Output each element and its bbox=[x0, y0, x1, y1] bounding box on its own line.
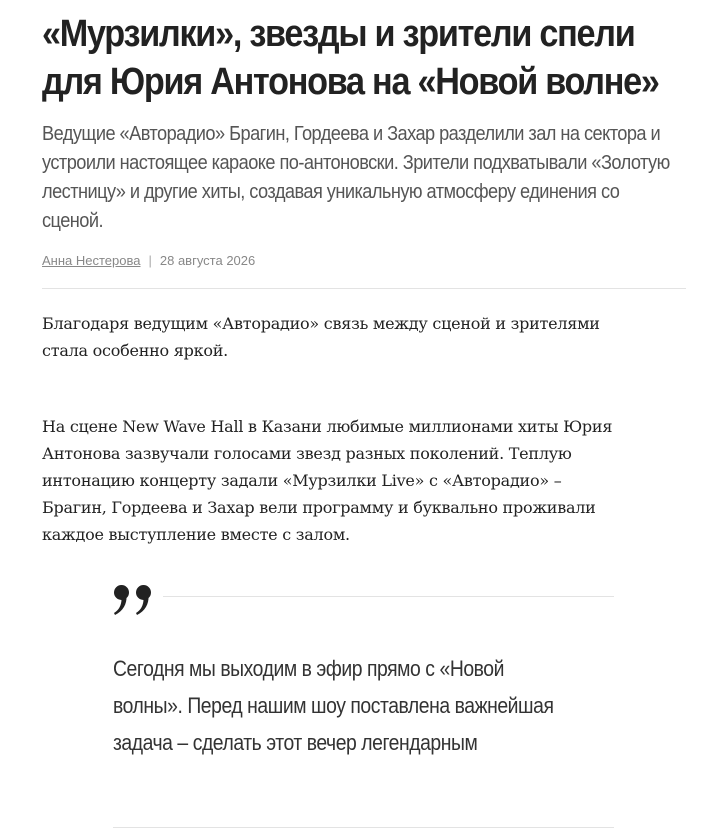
article-paragraph bbox=[42, 413, 686, 548]
article-lead bbox=[42, 120, 684, 236]
headline-line: для Юрия Антонова на «Новой волне» bbox=[42, 61, 659, 103]
lead-line: сценой. bbox=[42, 210, 104, 232]
quote-line: волны». Перед нашим шоу поставлена важнейшая bbox=[113, 693, 554, 718]
quote-bottom-divider bbox=[113, 827, 614, 828]
publish-date: 28 августа 2026 bbox=[159, 253, 256, 268]
lead-line: лестницу» и другие хиты, создавая уникальную атмосферу единения со bbox=[42, 181, 620, 203]
paragraph-line: Благодаря ведущим «Авторадио» связь между сценой и зрителями bbox=[42, 314, 600, 333]
article-paragraph bbox=[42, 310, 686, 364]
author-link[interactable]: Анна Нестерова bbox=[42, 253, 141, 268]
quote-text bbox=[113, 650, 606, 761]
paragraph-line: интонацию концерту задали «Мурзилки Live» с «Авторадио» – bbox=[42, 471, 562, 490]
paragraph-line: каждое выступление вместе с залом. bbox=[42, 525, 350, 544]
paragraph-line: На сцене New Wave Hall в Казани любимые миллионами хиты Юрия bbox=[42, 417, 613, 436]
header-divider bbox=[42, 288, 686, 289]
quote-icon bbox=[113, 584, 155, 616]
article-headline bbox=[42, 10, 690, 106]
meta-separator: | bbox=[148, 253, 152, 268]
lead-line: Ведущие «Авторадио» Брагин, Гордеева и Захар разделили зал на сектора и bbox=[42, 123, 661, 145]
article bbox=[42, 10, 686, 548]
lead-line: устроили настоящее караоке по-антоновски. Зрители подхватывали «Золотую bbox=[42, 152, 670, 174]
quote-line: Сегодня мы выходим в эфир прямо с «Новой bbox=[113, 656, 505, 681]
paragraph-line: Брагин, Гордеева и Захар вели программу и буквально проживали bbox=[42, 498, 596, 517]
pull-quote bbox=[113, 584, 614, 783]
headline-line: «Мурзилки», звезды и зрители спели bbox=[42, 13, 635, 55]
paragraph-line: Антонова зазвучали голосами звезд разных поколений. Теплую bbox=[42, 444, 572, 463]
quote-top-divider bbox=[163, 596, 614, 597]
article-meta bbox=[42, 252, 686, 270]
paragraph-line: стала особенно яркой. bbox=[42, 341, 228, 360]
quote-line: задача – сделать этот вечер легендарным bbox=[113, 730, 478, 755]
quote-header bbox=[113, 584, 614, 624]
